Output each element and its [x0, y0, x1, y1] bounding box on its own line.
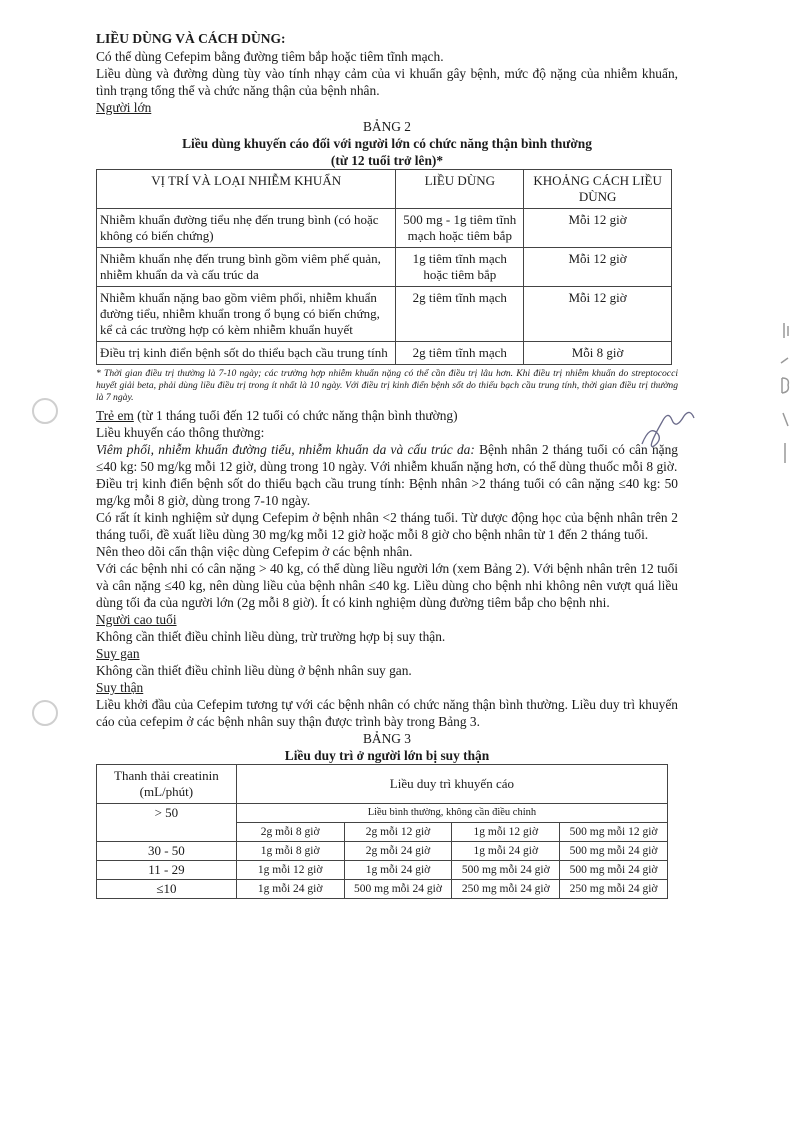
- table2-site: Nhiễm khuẩn nặng bao gồm viêm phổi, nhiễm khuẩn đường tiểu, nhiễm khuẩn trong ổ bụng có biến chứng, kể cả các trường hợp có kèm nhiễm khuẩn huyết: [97, 287, 396, 342]
- children-p2-rest: Bệnh nhân 2 tháng tuổi có cân nặng ≤40 kg: 50 mg/kg mỗi 12 giờ, dùng trong 10 ngày. Với nhiễm khuẩn nặng hơn, có thể dùng thuốc mỗi 8 giờ.: [96, 442, 678, 474]
- table3-dose: 2g mỗi 12 giờ: [344, 823, 452, 842]
- table3-header-main: Liều duy trì khuyến cáo: [236, 765, 667, 804]
- table2-interval: Mỗi 12 giờ: [524, 209, 672, 248]
- table2-footnote: * Thời gian điều trị thường là 7-10 ngày; các trường hợp nhiễm khuẩn nặng có thể cần điều trị lâu hơn. Khi điều trị nhiễm khuẩn do streptococci huyết giải beta, phải dùng liều điều trị trong ít nhất là 10 ngày. Với điều trị kinh điển bệnh sốt do thiểu bạch cầu trung tính, thời gian điều trị thường là 7 ngày.: [96, 368, 678, 403]
- table3-dose: 500 mg mỗi 24 giờ: [452, 861, 560, 880]
- intro-route: Có thể dùng Cefepim bằng đường tiêm bắp hoặc tiêm tĩnh mạch.: [96, 49, 444, 64]
- table2-dose: 2g tiêm tĩnh mạch: [396, 342, 524, 365]
- table2-header-interval: KHOẢNG CÁCH LIỀU DÙNG: [524, 170, 672, 209]
- table2-dose: 2g tiêm tĩnh mạch: [396, 287, 524, 342]
- table3-dose: 500 mg mỗi 12 giờ: [560, 823, 668, 842]
- children-heading-rest: (từ 1 tháng tuổi đến 12 tuổi có chức năng thận bình thường): [133, 408, 458, 423]
- children-heading-line: [96, 407, 678, 424]
- table2-site: Điều trị kinh điển bệnh sốt do thiểu bạch cầu trung tính: [97, 342, 396, 365]
- table-row: [97, 804, 668, 823]
- table3-dose: 1g mỗi 24 giờ: [236, 880, 344, 899]
- table2-dose: 1g tiêm tĩnh mạch hoặc tiêm bắp: [396, 248, 524, 287]
- table3-dose: 500 mg mỗi 24 giờ: [344, 880, 452, 899]
- children-heading: Trẻ em: [96, 408, 134, 423]
- table-row: [97, 880, 668, 899]
- table2: [96, 169, 672, 365]
- table2-interval: Mỗi 8 giờ: [524, 342, 672, 365]
- hepatic-heading: Suy gan: [96, 646, 140, 661]
- table3-clearance: ≤10: [97, 880, 237, 899]
- table2-site: Nhiễm khuẩn nhẹ đến trung bình gồm viêm phế quản, nhiễm khuẩn da và cấu trúc da: [97, 248, 396, 287]
- section-title: LIỀU DÙNG VÀ CÁCH DÙNG:: [96, 31, 286, 46]
- table3-dose: 1g mỗi 24 giờ: [344, 861, 452, 880]
- children-p5: Nên theo dõi cẩn thận việc dùng Cefepim ở các bệnh nhân.: [96, 544, 413, 559]
- table3-clearance: > 50: [97, 804, 237, 842]
- table-row: [97, 209, 672, 248]
- table3-dose: 1g mỗi 8 giờ: [236, 842, 344, 861]
- table2-interval: Mỗi 12 giờ: [524, 248, 672, 287]
- children-p2-italic: Viêm phổi, nhiễm khuẩn đường tiểu, nhiễm khuẩn da và cấu trúc da:: [96, 442, 475, 457]
- table3-clearance: 30 - 50: [97, 842, 237, 861]
- margin-edge-marks: [776, 318, 794, 468]
- children-p6: Với các bệnh nhi có cân nặng > 40 kg, có thể dùng liều người lớn (xem Bảng 2). Với bệnh nhân trên 12 tuổi và cân nặng ≤40 kg, nên dùng liều của bệnh nhân ≤40 kg. Liều dùng cho bệnh nhi không nên vượt quá liều dùng tối đa của người lớn (2g mỗi 8 giờ). Ít có kinh nghiệm dùng đường tiêm bắp cho bệnh nhi.: [96, 561, 678, 610]
- table3-dose: 2g mỗi 24 giờ: [344, 842, 452, 861]
- table2-site: Nhiễm khuẩn đường tiểu nhẹ đến trung bình (có hoặc không có biến chứng): [97, 209, 396, 248]
- table2-dose: 500 mg - 1g tiêm tĩnh mạch hoặc tiêm bắp: [396, 209, 524, 248]
- table3-label: BẢNG 3: [363, 731, 411, 746]
- table-row: [97, 842, 668, 861]
- adult-heading: Người lớn: [96, 100, 152, 115]
- table3-dose: 2g mỗi 8 giờ: [236, 823, 344, 842]
- punch-hole-top: [32, 398, 58, 424]
- elderly-heading: Người cao tuổi: [96, 612, 177, 627]
- table3-clearance: 11 - 29: [97, 861, 237, 880]
- table3-dose: 1g mỗi 24 giờ: [452, 842, 560, 861]
- table3-normal-note: Liều bình thường, không cần điều chỉnh: [236, 804, 667, 823]
- renal-heading: Suy thận: [96, 680, 144, 695]
- intro-dosage: Liều dùng và đường dùng tùy vào tính nhạy cảm của vi khuẩn gây bệnh, mức độ nặng của nhiễm khuẩn, tình trạng tổng thể và chức năng thận của bệnh nhân.: [96, 66, 678, 98]
- table2-subtitle: (từ 12 tuổi trở lên)*: [330, 153, 444, 168]
- table-row: [97, 248, 672, 287]
- table2-title: Liều dùng khuyến cáo đối với người lớn có chức năng thận bình thường: [182, 136, 592, 151]
- table-row: [97, 342, 672, 365]
- table2-header-site: VỊ TRÍ VÀ LOẠI NHIỄM KHUẨN: [97, 170, 396, 209]
- children-p4: Có rất ít kinh nghiệm sử dụng Cefepim ở bệnh nhân <2 tháng tuổi. Từ dược động học của bệnh nhân trên 2 tháng tuổi, đề xuất liều dùng 30 mg/kg mỗi 12 giờ hoặc mỗi 8 giờ cho bệnh nhân từ 1 đến 2 tháng tuổi.: [96, 510, 678, 542]
- table3-header-clearance: Thanh thải creatinin (mL/phút): [97, 765, 237, 804]
- table3-dose: 250 mg mỗi 24 giờ: [452, 880, 560, 899]
- table3-dose: 1g mỗi 12 giờ: [236, 861, 344, 880]
- punch-hole-bottom: [32, 700, 58, 726]
- renal-text: Liều khởi đầu của Cefepim tương tự với các bệnh nhân có chức năng thận bình thường. Liều duy trì khuyến cáo của cefepim ở các bệnh nhân suy thận được trình bày trong Bảng 3.: [96, 697, 678, 729]
- table2-header-dose: LIỀU DÙNG: [396, 170, 524, 209]
- table3: [96, 764, 668, 899]
- table3-dose: 500 mg mỗi 24 giờ: [560, 861, 668, 880]
- children-p1: Liều khuyến cáo thông thường:: [96, 425, 265, 440]
- table3-dose: 500 mg mỗi 24 giờ: [560, 842, 668, 861]
- table3-header-row: [97, 765, 668, 804]
- table-row: [97, 287, 672, 342]
- elderly-text: Không cần thiết điều chỉnh liều dùng, trừ trường hợp bị suy thận.: [96, 629, 446, 644]
- table2-header-row: [97, 170, 672, 209]
- children-p2: [96, 441, 678, 475]
- table3-dose: 1g mỗi 12 giờ: [452, 823, 560, 842]
- hepatic-text: Không cần thiết điều chỉnh liều dùng ở bệnh nhân suy gan.: [96, 663, 412, 678]
- table3-dose: 250 mg mỗi 24 giờ: [560, 880, 668, 899]
- children-p3: Điều trị kinh điển bệnh sốt do thiểu bạch cầu trung tính: Bệnh nhân >2 tháng tuổi có cân nặng ≤40 kg: 50 mg/kg mỗi 8 giờ, dùng trong 7-10 ngày.: [96, 476, 678, 508]
- document-page: [96, 30, 678, 899]
- table2-label: BẢNG 2: [363, 119, 411, 134]
- table-row: [97, 861, 668, 880]
- table3-title: Liều duy trì ở người lớn bị suy thận: [284, 748, 490, 763]
- table2-interval: Mỗi 12 giờ: [524, 287, 672, 342]
